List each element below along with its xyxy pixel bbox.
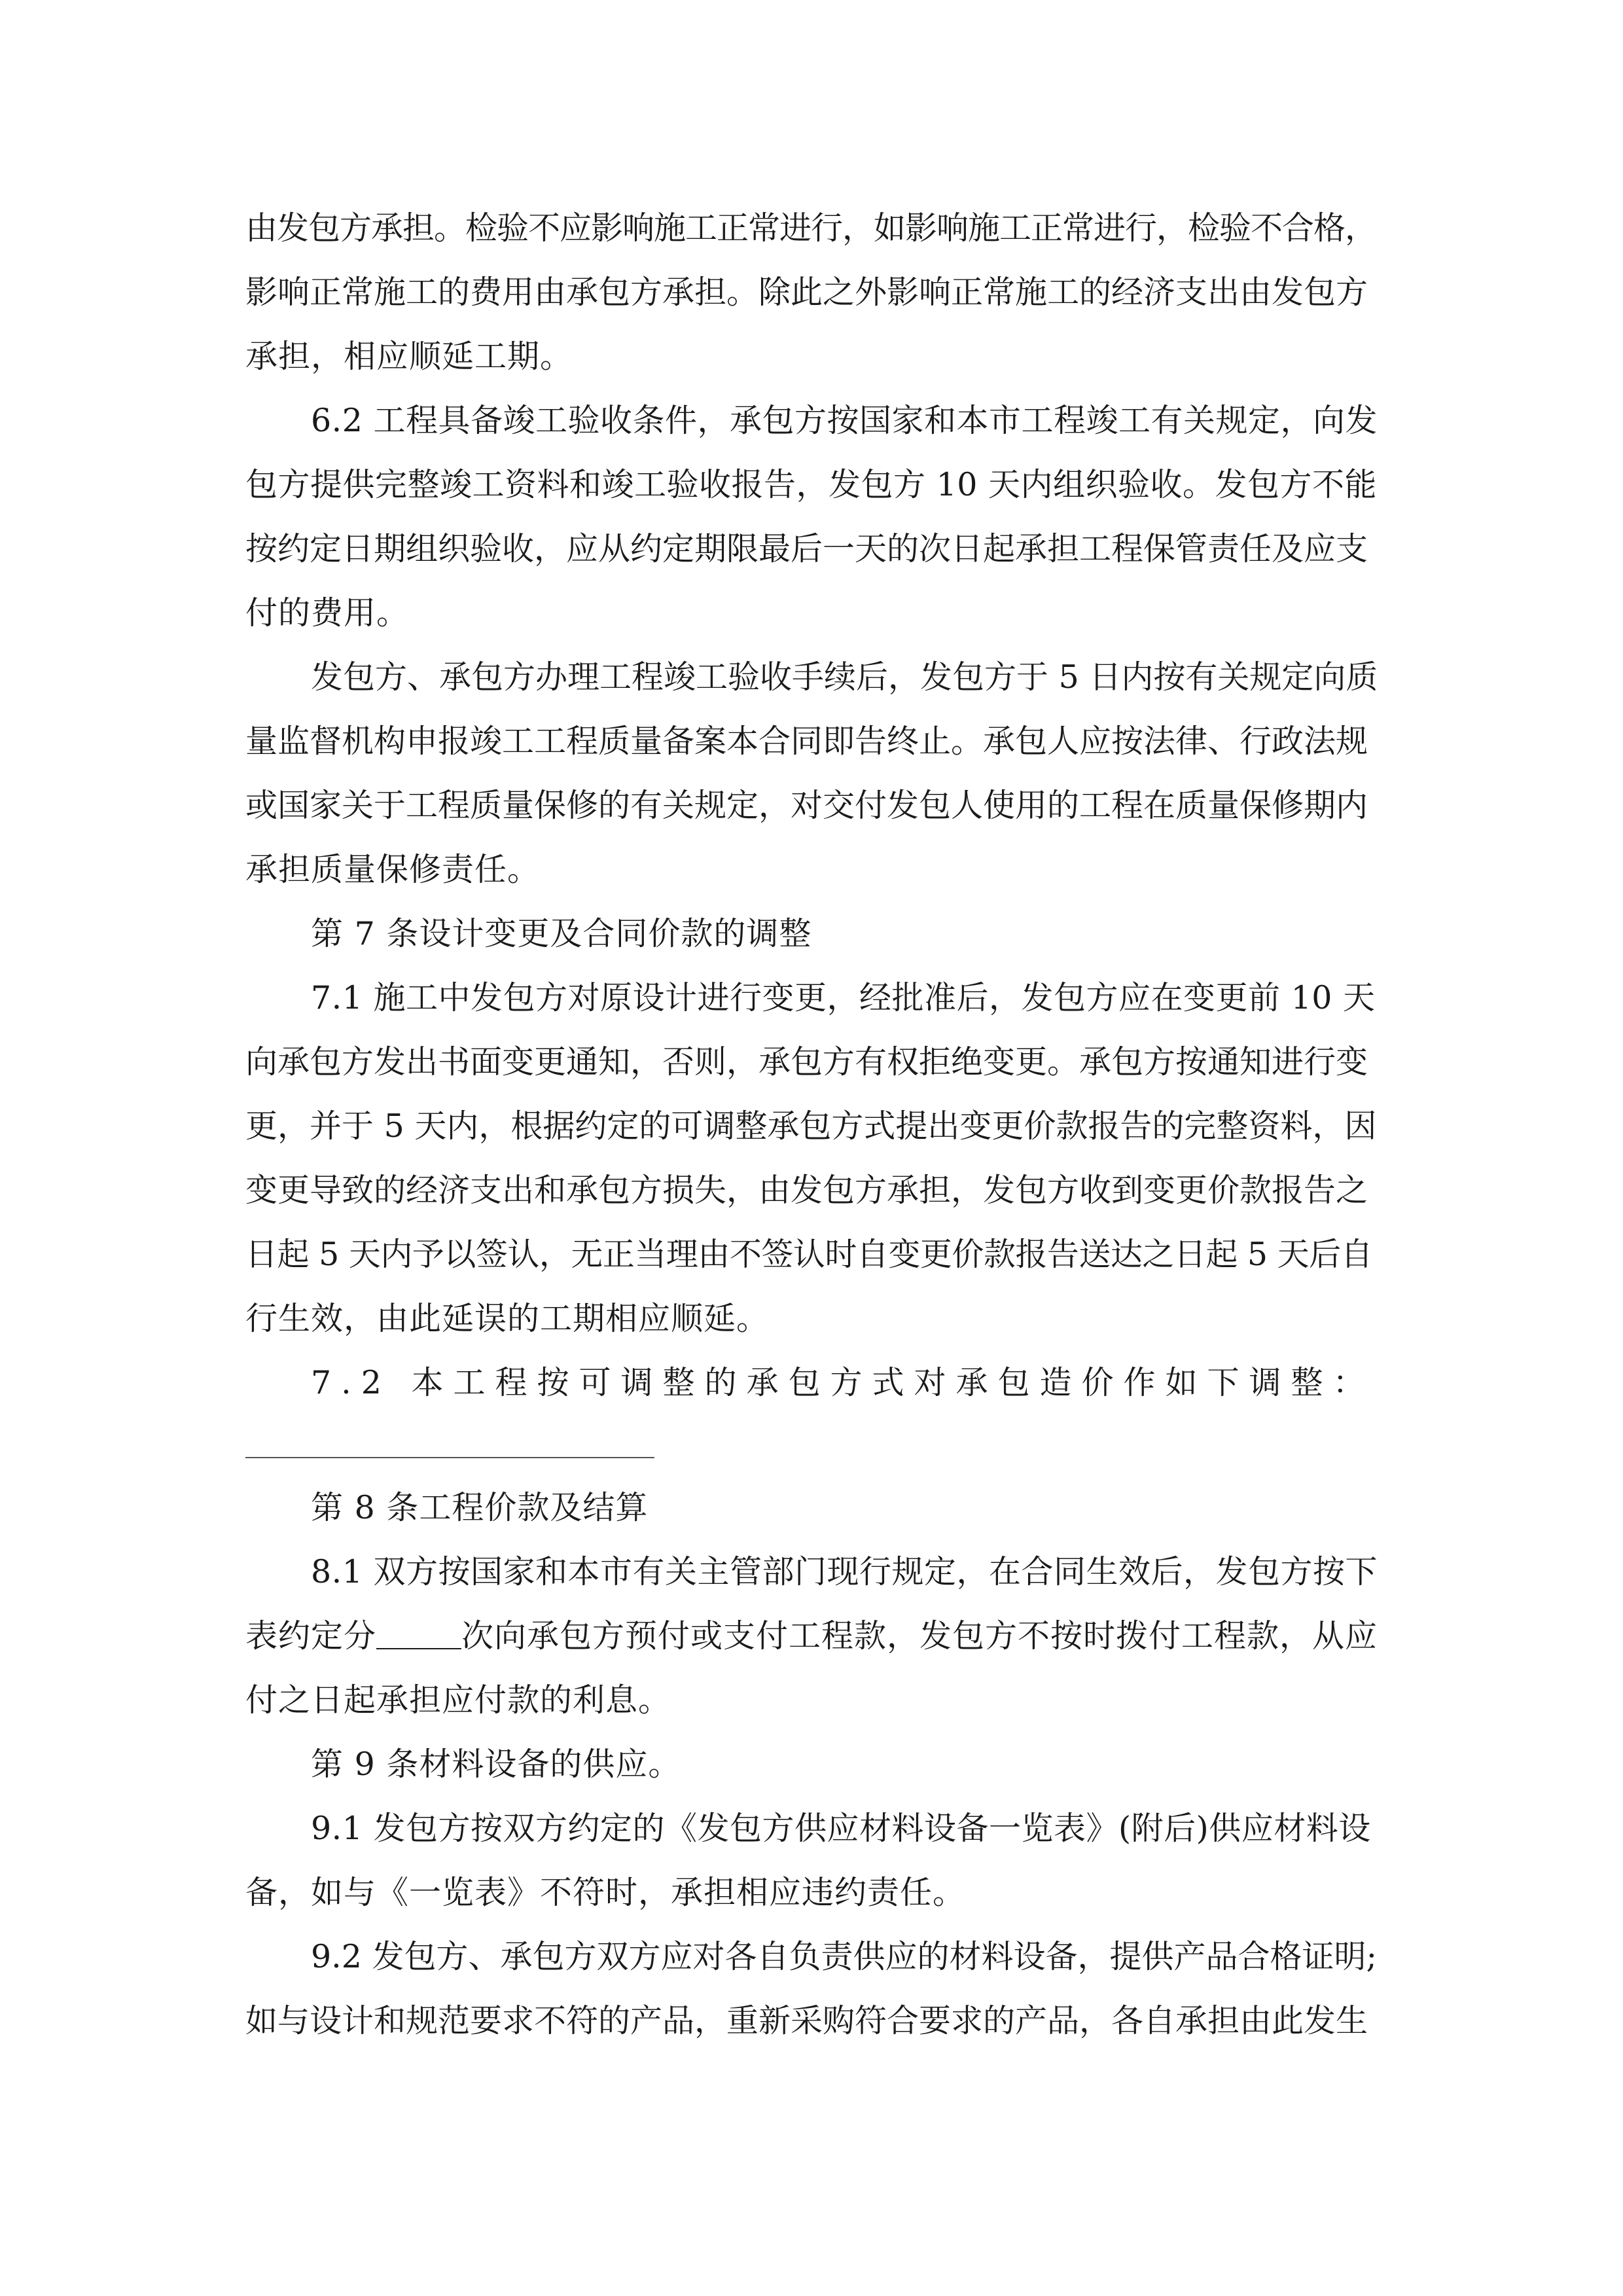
- text-line: 更，并于 5 天内，根据约定的可调整承包方式提出变更价款报告的完整资料，因: [245, 1107, 1377, 1145]
- clause-9-2: [245, 1925, 1378, 2053]
- text-line: 8.1 双方按国家和本市有关主管部门现行规定，在合同生效后，发包方按下: [311, 1553, 1378, 1590]
- text-line: 包方提供完整竣工资料和竣工验收报告，发包方 10 天内组织验收。发包方不能: [245, 466, 1378, 503]
- clause-9-1: [245, 1797, 1378, 1925]
- text-segment: 表约定分: [245, 1617, 377, 1655]
- text-segment: 次向承包方预付或支付工程款，发包方不按时拨付工程款，从应: [461, 1617, 1378, 1655]
- clause-6-2: [245, 389, 1378, 645]
- article-9-heading: [245, 1732, 1378, 1797]
- text-line: 第 7 条设计变更及合同价款的调整: [311, 915, 812, 952]
- text-line: 7.1 施工中发包方对原设计进行变更，经批准后，发包方应在变更前 10 天: [311, 979, 1376, 1016]
- text-line: 9.2 发包方、承包方双方应对各自负责供应的材料设备，提供产品合格证明;: [311, 1938, 1378, 1975]
- text-line: 日起 5 天内予以签认，无正当理由不签认时自变更价款报告送达之日起 5 天后自: [245, 1236, 1373, 1273]
- clause-7-2: [245, 1351, 1378, 1415]
- paragraph-inspection-cost: [245, 196, 1378, 389]
- text-line: 量监督机构申报竣工工程质量备案本合同即告终止。承包人应按法律、行政法规: [245, 723, 1368, 760]
- text-line: 9.1 发包方按双方约定的《发包方供应材料设备一览表》(附后)供应材料设: [311, 1810, 1371, 1847]
- text-line: 7.2 本工程按可调整的承包方式对承包造价作如下调整：: [311, 1364, 1375, 1401]
- text-line: 付的费用。: [245, 594, 410, 632]
- text-line: 6.2 工程具备竣工验收条件，承包方按国家和本市工程竣工有关规定，向发: [311, 402, 1378, 439]
- text-line: 付之日起承担应付款的利息。: [245, 1681, 671, 1719]
- text-line-with-blank: [245, 1604, 1378, 1668]
- text-line: 承担，相应顺延工期。: [245, 338, 573, 375]
- text-line: 影响正常施工的费用由承包方承担。除此之外影响正常施工的经济支出由发包方: [245, 274, 1368, 311]
- text-line: 如与设计和规范要求不符的产品，重新采购符合要求的产品，各自承担由此发生: [245, 2002, 1368, 2039]
- text-line: 由发包方承担。检验不应影响施工正常进行，如影响施工正常进行，检验不合格，: [245, 209, 1377, 247]
- text-line: 第 8 条工程价款及结算: [311, 1489, 649, 1526]
- article-7-heading: [245, 902, 1378, 966]
- text-line: 备，如与《一览表》不符时，承担相应违约责任。: [245, 1874, 966, 1911]
- fill-in-blank: [376, 1619, 461, 1649]
- article-8-heading: [245, 1476, 1378, 1540]
- text-line: 变更导致的经济支出和承包方损失，由发包方承担，发包方收到变更价款报告之: [245, 1172, 1368, 1209]
- clause-8-1: [245, 1540, 1378, 1732]
- horizontal-rule: [245, 1457, 654, 1458]
- text-line: 承担质量保修责任。: [245, 851, 541, 888]
- text-line: 第 9 条材料设备的供应。: [311, 1746, 681, 1783]
- text-line: 或国家关于工程质量保修的有关规定，对交付发包人使用的工程在质量保修期内: [245, 787, 1368, 824]
- text-line: 向承包方发出书面变更通知，否则，承包方有权拒绝变更。承包方按通知进行变: [245, 1043, 1368, 1081]
- paragraph-completion-acceptance: [245, 645, 1378, 902]
- text-line: 行生效，由此延误的工期相应顺延。: [245, 1300, 770, 1337]
- text-line: 按约定日期组织验收，应从约定期限最后一天的次日起承担工程保管责任及应支: [245, 530, 1368, 567]
- clause-7-1: [245, 966, 1378, 1351]
- text-line: 发包方、承包方办理工程竣工验收手续后，发包方于 5 日内按有关规定向质: [311, 658, 1378, 696]
